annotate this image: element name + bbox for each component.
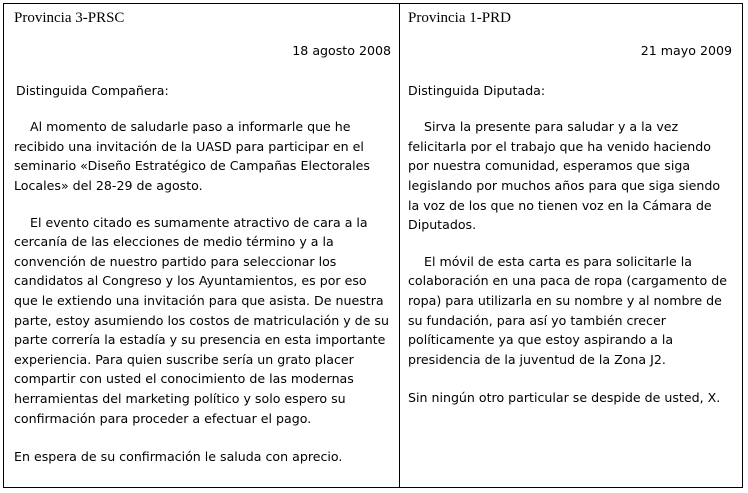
letter-paragraph: El evento citado es sumamente atractivo de cara a la cercanía de las elecciones de medio término y a la convención de nuestro partido para seleccionar los candidatos al Congreso y los Ayuntamientos, es por eso que le extiendo una invitación para que asista. De nuestra parte, estoy asumiendo los costos de matriculación y de su parte correría la estadía y su presencia en esta importante experiencia. Para quien suscribe sería un grato placer compartir con usted el conocimiento de las modernas herramientas del marketing político y solo espero su confirmación para proceder a efectuar el pago. <box>14 214 389 426</box>
letter-column-left <box>4 4 400 487</box>
letter-date: 21 mayo 2009 <box>640 43 732 58</box>
letter-paragraph: El móvil de esta carta es para solicitarle la colaboración en una paca de ropa (cargamento de ropa) para utilizarla en su nombre y al nombre de su fundación, para así yo también crecer políticamente ya que estoy aspirando a la presidencia de la juventud de la Zona J2. <box>408 253 728 367</box>
letter-paragraph: Al momento de saludarle paso a informarle que he recibido una invitación de la UASD para participar en el seminario «Diseño Estratégico de Campañas Electorales Locales» del 28-29 de agosto. <box>14 119 370 193</box>
letter-heading: Provincia 3-PRSC <box>14 10 125 26</box>
letter-salutation: Distinguida Diputada: <box>408 82 546 98</box>
letter-salutation: Distinguida Compañera: <box>16 82 169 98</box>
letter-heading: Provincia 1-PRD <box>408 10 511 26</box>
letter-closing: En espera de su confirmación le saluda con aprecio. <box>14 449 343 465</box>
letter-closing: Sin ningún otro particular se despide de usted, X. <box>408 390 721 406</box>
letters-table <box>3 3 743 488</box>
letter-date: 18 agosto 2008 <box>292 43 391 58</box>
letter-column-right <box>400 4 742 487</box>
letter-paragraph: Sirva la presente para saludar y a la vez felicitarla por el trabajo que ha venido haciendo por nuestra comunidad, esperamos que siga legislando por muchos años para que siga siendo la voz de los que no tienen voz en la Cámara de Diputados. <box>408 119 721 233</box>
